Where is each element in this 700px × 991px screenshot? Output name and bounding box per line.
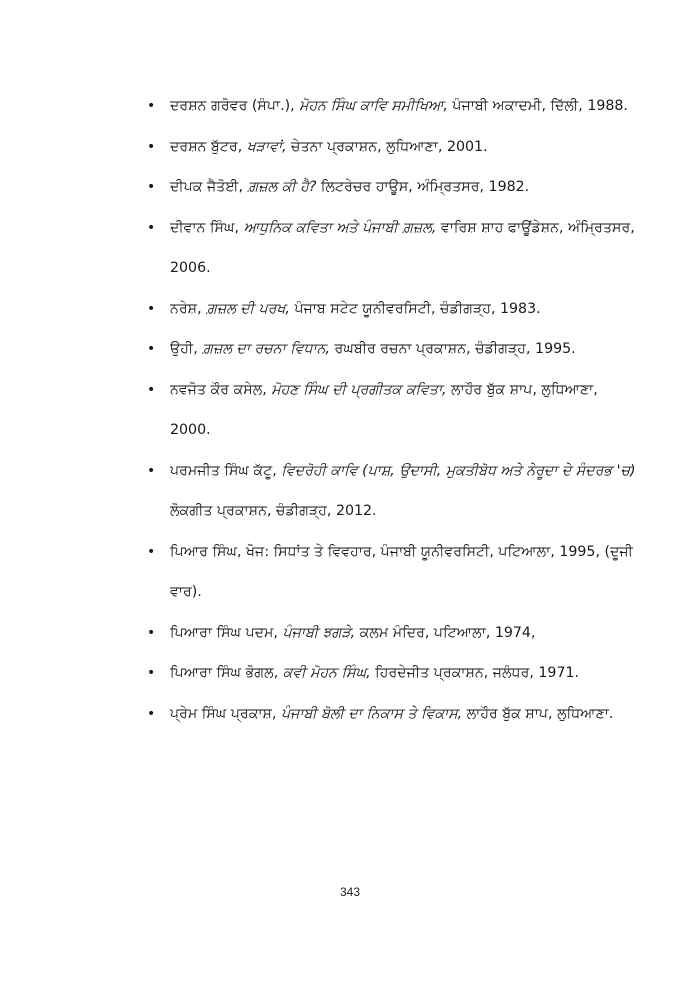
bibliography-entry <box>0 451 700 532</box>
bullet-icon: • <box>147 300 156 317</box>
entry-title: ਖੜਾਵਾਂ, <box>246 138 287 155</box>
bibliography-entry <box>0 167 700 208</box>
entry-author: ਦੀਵਾਨ ਸਿੰਘ, <box>170 219 244 236</box>
entry-author: ਪਿਆਰ ਸਿੰਘ, <box>170 543 247 560</box>
bibliography-entry <box>0 694 700 735</box>
entry-author: ਦਰਸ਼ਨ ਬੁੱਟਰ, <box>170 138 247 155</box>
entry-author: ਨਵਜੋਤ ਕੌਰ ਕਸੇਲ, <box>170 381 272 398</box>
entry-title: ਵਿਦਰੋਹੀ ਕਾਵਿ (ਪਾਸ਼, ਉਦਾਸੀ, ਮੁਕਤੀਬੋਧ ਅਤੇ ਨੇਰੂਦਾ ਦੇ ਸੰਦਰਭ 'ਚ) <box>281 462 636 479</box>
bibliography-entry <box>0 613 700 654</box>
bibliography-entry <box>0 208 700 289</box>
bibliography-entry <box>0 370 700 451</box>
bullet-icon: • <box>147 138 156 155</box>
entry-author: ਪਰਮਜੀਤ ਸਿੰਘ ਕੱਟੂ, <box>170 462 282 479</box>
entry-author: ਨਰੇਸ਼, <box>170 300 207 317</box>
entry-publication: ਖੋਜ: ਸਿਧਾਂਤ ਤੇ ਵਿਵਹਾਰ, ਪੰਜਾਬੀ ਯੂਨੀਵਰਸਿਟੀ, ਪਟਿਆਲਾ, 1995, (ਦੂਜੀ ਵਾਰ). <box>170 543 633 600</box>
entry-title: ਗ਼ਜ਼ਲ ਕੀ ਹੈ? <box>247 179 317 195</box>
bullet-icon: • <box>147 341 156 357</box>
entry-publication: ਹਿਰਦੇਜੀਤ ਪ੍ਰਕਾਸ਼ਨ, ਜਲੰਧਰ, 1971. <box>370 665 580 681</box>
entry-title: ਮੋਹਣ ਸਿੰਘ ਦੀ ਪ੍ਰਗੀਤਕ ਕਵਿਤਾ, <box>271 381 447 398</box>
entry-title: ਆਧੁਨਿਕ ਕਵਿਤਾ ਅਤੇ ਪੰਜਾਬੀ ਗ਼ਜ਼ਲ, <box>243 219 437 236</box>
entry-author: ਉਹੀ, <box>170 341 203 357</box>
entry-publication: ਲਿਟਰੇਚਰ ਹਾਊਸ, ਅੰਮ੍ਰਿਤਸਰ, 1982. <box>316 179 530 195</box>
bullet-icon: • <box>147 705 156 722</box>
entry-publication: ਲਾਹੌਰ ਬੁੱਕ ਸ਼ਾਪ, ਲੁਧਿਆਣਾ, 2000. <box>170 381 598 438</box>
bullet-icon: • <box>147 543 156 560</box>
entry-publication: ਚੇਤਨਾ ਪ੍ਰਕਾਸ਼ਨ, ਲੁਧਿਆਣਾ, 2001. <box>286 138 488 155</box>
bullet-icon: • <box>147 219 156 236</box>
bullet-icon: • <box>147 381 156 398</box>
bibliography-entry <box>0 329 700 370</box>
bibliography-entry <box>0 127 700 168</box>
entry-title: ਗ਼ਜ਼ਲ ਦਾ ਰਚਨਾ ਵਿਧਾਨ, <box>202 341 331 357</box>
entry-publication: ਪੰਜਾਬੀ ਅਕਾਦਮੀ, ਦਿੱਲੀ, 1988. <box>447 98 628 114</box>
entry-author: ਪਿਆਰਾ ਸਿੰਘ ਭੋਗਲ, <box>170 665 283 681</box>
bibliography-entry <box>0 289 700 330</box>
entry-author: ਦਰਸ਼ਨ ਗਰੋਵਰ (ਸੰਪਾ.), <box>170 98 300 114</box>
bullet-icon: • <box>147 462 156 479</box>
entry-author: ਪ੍ਰੇਮ ਸਿੰਘ ਪ੍ਰਕਾਸ਼, <box>170 705 282 722</box>
entry-title: ਗ਼ਜ਼ਲ ਦੀ ਪਰਖ, <box>206 300 290 317</box>
entry-publication: ਰਘਬੀਰ ਰਚਨਾ ਪ੍ਰਕਾਸ਼ਨ, ਚੰਡੀਗੜ੍ਹ, 1995. <box>330 341 576 357</box>
bullet-icon: • <box>147 665 156 681</box>
entry-title: ਪੰਜਾਬੀ ਬੋਲੀ ਦਾ ਨਿਕਾਸ ਤੇ ਵਿਕਾਸ, <box>281 705 463 722</box>
entry-publication: ਵਾਰਿਸ਼ ਸ਼ਾਹ ਫਾਊਂਡੇਸ਼ਨ, ਅੰਮ੍ਰਿਤਸਰ, 2006. <box>170 219 635 276</box>
page-number: 343 <box>339 885 361 899</box>
entry-publication: ਲੋਕਗੀਤ ਪ੍ਰਕਾਸ਼ਨ, ਚੰਡੀਗੜ੍ਹ, 2012. <box>170 503 377 519</box>
entry-publication: ਪੰਜਾਬ ਸਟੇਟ ਯੂਨੀਵਰਸਿਟੀ, ਚੰਡੀਗੜ੍ਹ, 1983. <box>289 300 541 317</box>
bibliography-list <box>0 86 700 734</box>
entry-author: ਪਿਆਰਾ ਸਿੰਘ ਪਦਮ, <box>170 624 283 641</box>
entry-title: ਮੋਹਨ ਸਿੰਘ ਕਾਵਿ ਸਮੀਖਿਆ, <box>299 98 448 114</box>
entry-author: ਦੀਪਕ ਜੈਤੋਈ, <box>170 179 248 195</box>
bibliography-entry <box>0 532 700 613</box>
entry-publication: ਕਲਮ ਮੰਦਿਰ, ਪਟਿਆਲਾ, 1974, <box>355 624 536 641</box>
bullet-icon: • <box>147 179 156 195</box>
entry-title: ਪੰਜਾਬੀ ਝਗੜੇ, <box>282 624 356 641</box>
entry-title: ਕਵੀ ਮੋਹਨ ਸਿੰਘ, <box>282 665 371 681</box>
bibliography-entry <box>0 653 700 694</box>
entry-publication: ਲਾਹੌਰ ਬੁੱਕ ਸ਼ਾਪ, ਲੁਧਿਆਣਾ. <box>462 705 614 722</box>
bibliography-entry <box>0 86 700 127</box>
bullet-icon: • <box>147 98 156 114</box>
bullet-icon: • <box>147 624 156 641</box>
